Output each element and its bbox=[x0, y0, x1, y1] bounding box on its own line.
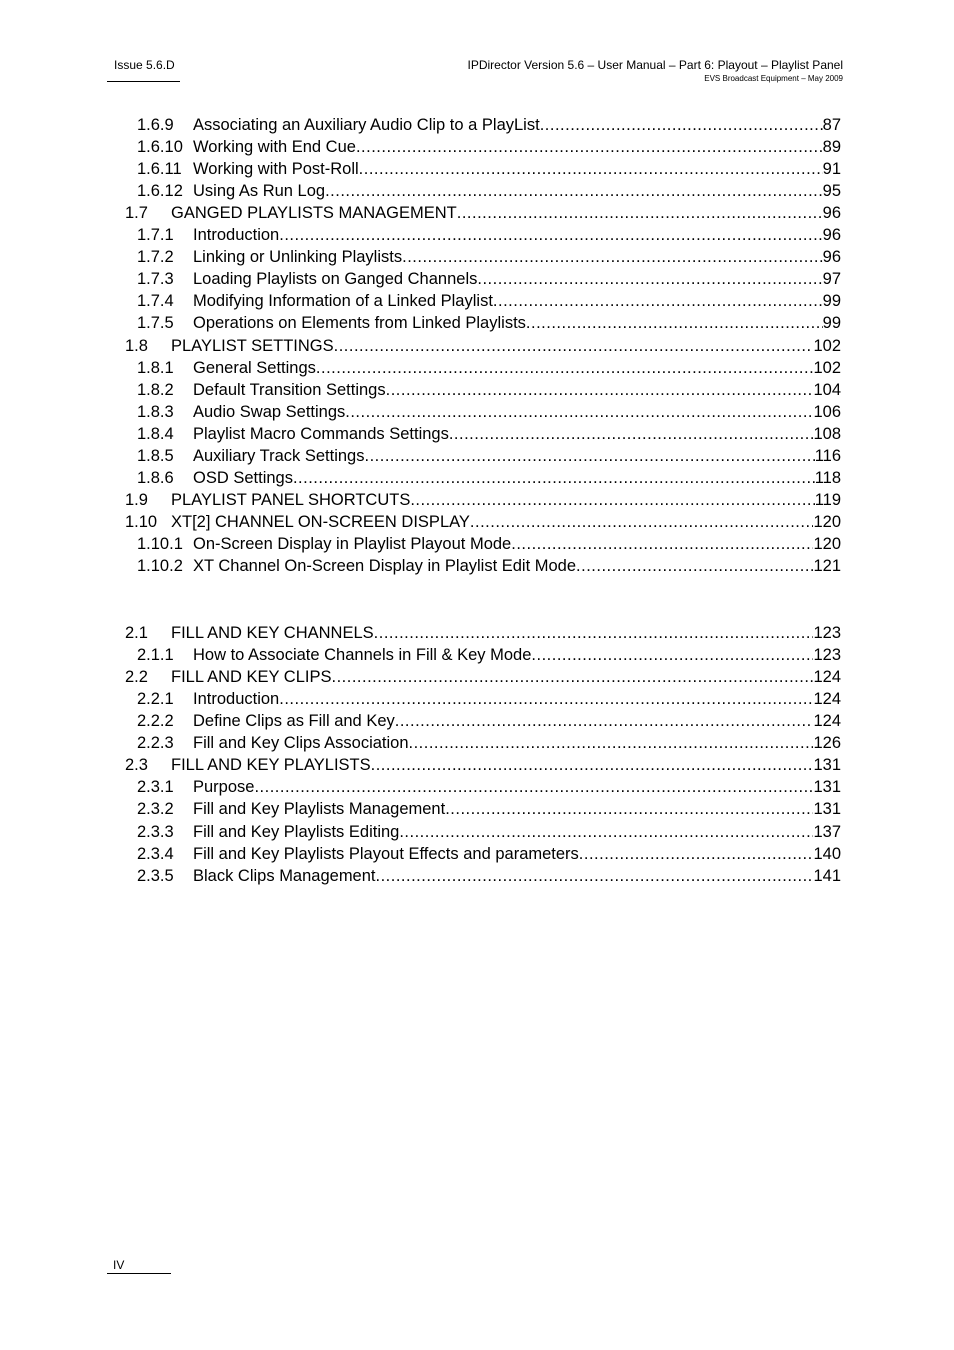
toc-entry[interactable] bbox=[137, 467, 841, 489]
toc-entry[interactable] bbox=[137, 555, 841, 577]
toc-title: GANGED PLAYLISTS MANAGEMENT bbox=[171, 204, 457, 223]
toc-number: 1.10 bbox=[125, 512, 158, 531]
toc-page-number: 124 bbox=[813, 690, 841, 709]
toc-leader-dots bbox=[526, 312, 823, 334]
toc-entry[interactable] bbox=[125, 666, 841, 688]
toc-page-number: 96 bbox=[822, 248, 841, 267]
toc-number: 1.8 bbox=[125, 336, 148, 355]
toc-title: On-Screen Display in Playlist Playout Mode bbox=[193, 534, 512, 553]
toc-page-number: 116 bbox=[814, 446, 841, 465]
toc-title: Black Clips Management bbox=[193, 866, 376, 885]
toc-leader-dots bbox=[364, 445, 814, 467]
toc-leader-dots bbox=[576, 555, 813, 577]
toc-title: OSD Settings bbox=[193, 468, 293, 487]
toc-entry[interactable] bbox=[125, 202, 841, 224]
toc-title: Associating an Auxiliary Audio Clip to a PlayList bbox=[193, 116, 540, 134]
toc-entry[interactable] bbox=[137, 357, 841, 379]
toc-entry[interactable] bbox=[137, 136, 841, 158]
toc-page-number: 97 bbox=[822, 270, 841, 289]
toc-number: 1.8.2 bbox=[137, 380, 174, 399]
toc-entry[interactable] bbox=[125, 489, 841, 511]
toc-page-number: 131 bbox=[813, 800, 841, 819]
toc-title: Introduction bbox=[193, 690, 280, 709]
toc-entry[interactable] bbox=[137, 445, 841, 467]
toc-leader-dots bbox=[374, 622, 814, 644]
toc-page-number: 106 bbox=[813, 402, 841, 421]
toc-leader-dots bbox=[395, 710, 814, 732]
toc-number: 1.7.5 bbox=[137, 314, 174, 333]
toc-page-number: 120 bbox=[813, 512, 841, 531]
toc-number: 2.3.4 bbox=[137, 844, 174, 863]
toc-page-number: 95 bbox=[822, 182, 841, 201]
toc-title: Fill and Key Playlists Playout Effects and parameters bbox=[193, 844, 579, 863]
toc-entry[interactable] bbox=[137, 865, 841, 887]
toc-number: 2.3.5 bbox=[137, 866, 174, 885]
toc-title: PLAYLIST SETTINGS bbox=[171, 336, 334, 355]
toc-number: 2.2.2 bbox=[137, 712, 174, 731]
toc-entry[interactable] bbox=[137, 821, 841, 843]
issue-label: Issue 5.6.D bbox=[114, 58, 175, 72]
toc-entry[interactable] bbox=[125, 622, 841, 644]
toc-page-number: 123 bbox=[813, 624, 841, 643]
toc-entry[interactable] bbox=[125, 511, 841, 533]
toc-leader-dots bbox=[399, 821, 813, 843]
toc-page-number: 87 bbox=[822, 116, 841, 134]
toc-title: Audio Swap Settings bbox=[193, 402, 346, 421]
toc-page-number: 102 bbox=[813, 336, 841, 355]
toc-title: Auxiliary Track Settings bbox=[193, 446, 365, 465]
toc-leader-dots bbox=[359, 158, 823, 180]
toc-entry[interactable] bbox=[137, 843, 841, 865]
toc-entry[interactable] bbox=[137, 290, 841, 312]
toc-title: Define Clips as Fill and Key bbox=[193, 712, 395, 731]
toc-leader-dots bbox=[279, 688, 813, 710]
toc-entry[interactable] bbox=[137, 379, 841, 401]
toc-leader-dots bbox=[410, 489, 814, 511]
toc-leader-dots bbox=[445, 798, 813, 820]
toc-number: 1.7.4 bbox=[137, 292, 174, 311]
toc-title: Working with End Cue bbox=[193, 138, 356, 157]
toc-page-number: 99 bbox=[822, 314, 841, 333]
toc-number: 1.8.3 bbox=[137, 402, 174, 421]
header-divider bbox=[107, 81, 180, 82]
toc-leader-dots bbox=[409, 732, 814, 754]
toc-title: Default Transition Settings bbox=[193, 380, 386, 399]
toc-page-number: 124 bbox=[813, 712, 841, 731]
toc-leader-dots bbox=[345, 401, 813, 423]
toc-leader-dots bbox=[477, 268, 822, 290]
toc-title: Fill and Key Playlists Management bbox=[193, 800, 446, 819]
toc-number: 2.1.1 bbox=[137, 646, 174, 665]
toc-leader-dots bbox=[371, 754, 814, 776]
toc-title: Linking or Unlinking Playlists bbox=[193, 248, 403, 267]
toc-number: 2.1 bbox=[125, 624, 148, 643]
toc-number: 1.8.4 bbox=[137, 424, 174, 443]
toc-number: 1.9 bbox=[125, 490, 148, 509]
toc-title: Playlist Macro Commands Settings bbox=[193, 424, 449, 443]
toc-number: 1.6.12 bbox=[137, 182, 183, 201]
page-number: IV bbox=[113, 1258, 125, 1272]
toc-entry[interactable] bbox=[137, 644, 841, 666]
toc-title: Introduction bbox=[193, 226, 280, 245]
document-subtitle: EVS Broadcast Equipment – May 2009 bbox=[704, 74, 843, 83]
toc-page-number: 120 bbox=[813, 534, 841, 553]
toc-entry[interactable] bbox=[137, 732, 841, 754]
toc-title: Purpose bbox=[193, 778, 255, 797]
toc-entry[interactable] bbox=[137, 180, 841, 202]
toc-title: Fill and Key Clips Association bbox=[193, 734, 409, 753]
toc-number: 1.7.2 bbox=[137, 248, 174, 267]
toc-title: FILL AND KEY CHANNELS bbox=[171, 624, 374, 643]
toc-leader-dots bbox=[356, 136, 823, 158]
toc-number: 2.2.1 bbox=[137, 690, 174, 709]
toc-number: 1.6.10 bbox=[137, 138, 183, 157]
toc-entry[interactable] bbox=[137, 158, 841, 180]
toc-page-number: 108 bbox=[813, 424, 841, 443]
toc-leader-dots bbox=[254, 776, 813, 798]
toc-page-number: 131 bbox=[813, 778, 841, 797]
toc-page-number: 96 bbox=[822, 204, 841, 223]
toc-page-number: 104 bbox=[813, 380, 841, 399]
toc-leader-dots bbox=[293, 467, 815, 489]
toc-title: XT[2] CHANNEL ON-SCREEN DISPLAY bbox=[171, 512, 470, 531]
toc-title: PLAYLIST PANEL SHORTCUTS bbox=[171, 490, 411, 509]
toc-leader-dots bbox=[402, 246, 823, 268]
toc-page-number: 102 bbox=[813, 358, 841, 377]
toc-number: 2.3 bbox=[125, 756, 148, 775]
toc-leader-dots bbox=[332, 666, 814, 688]
toc-number: 1.7.3 bbox=[137, 270, 174, 289]
toc-number: 1.7 bbox=[125, 204, 148, 223]
toc-entry[interactable] bbox=[137, 423, 841, 445]
toc-page-number: 119 bbox=[814, 490, 841, 509]
toc-leader-dots bbox=[449, 423, 814, 445]
toc-title: General Settings bbox=[193, 358, 316, 377]
toc-leader-dots bbox=[325, 180, 823, 202]
toc-number: 2.3.2 bbox=[137, 800, 174, 819]
toc-title: Modifying Information of a Linked Playlist bbox=[193, 292, 493, 311]
toc-number: 1.10.2 bbox=[137, 557, 183, 575]
toc-entry[interactable] bbox=[137, 688, 841, 710]
toc-leader-dots bbox=[376, 865, 814, 887]
toc-page-number: 118 bbox=[814, 468, 841, 487]
toc-number: 1.8.6 bbox=[137, 468, 174, 487]
toc-number: 1.10.1 bbox=[137, 534, 183, 553]
toc-title: FILL AND KEY PLAYLISTS bbox=[171, 756, 371, 775]
toc-title: Using As Run Log bbox=[193, 182, 326, 201]
toc-page-number: 131 bbox=[813, 756, 841, 775]
toc-page-number: 96 bbox=[822, 226, 841, 245]
toc-page-number: 137 bbox=[813, 822, 841, 841]
toc-leader-dots bbox=[531, 644, 813, 666]
toc-leader-dots bbox=[334, 335, 814, 357]
toc-entry[interactable] bbox=[137, 312, 841, 334]
toc-leader-dots bbox=[279, 224, 822, 246]
toc-page-number: 124 bbox=[813, 668, 841, 687]
toc-number: 1.7.1 bbox=[137, 226, 174, 245]
toc-leader-dots bbox=[511, 533, 813, 555]
toc-number: 2.2 bbox=[125, 668, 148, 687]
toc-page-number: 140 bbox=[813, 844, 841, 863]
toc-number: 1.6.9 bbox=[137, 116, 174, 134]
toc-title: FILL AND KEY CLIPS bbox=[171, 668, 332, 687]
toc-leader-dots bbox=[493, 290, 823, 312]
toc-number: 1.8.1 bbox=[137, 358, 174, 377]
toc-page-number: 126 bbox=[813, 734, 841, 753]
toc-entry[interactable] bbox=[137, 114, 841, 136]
document-header bbox=[467, 58, 843, 83]
toc-page-number: 89 bbox=[822, 138, 841, 157]
toc-leader-dots bbox=[540, 114, 823, 136]
toc-entry[interactable] bbox=[137, 798, 841, 820]
toc-page-number: 121 bbox=[813, 557, 841, 575]
toc-number: 2.3.3 bbox=[137, 822, 174, 841]
toc-title: Loading Playlists on Ganged Channels bbox=[193, 270, 478, 289]
toc-entry[interactable] bbox=[137, 268, 841, 290]
document-title: IPDirector Version 5.6 – User Manual – Part 6: Playout – Playlist Panel bbox=[467, 58, 843, 72]
toc-entry[interactable] bbox=[137, 246, 841, 268]
toc-entry[interactable] bbox=[137, 401, 841, 423]
toc-entry[interactable] bbox=[137, 710, 841, 732]
toc-title: Working with Post-Roll bbox=[193, 160, 359, 179]
toc-page-number: 141 bbox=[813, 866, 841, 885]
toc-number: 1.8.5 bbox=[137, 446, 174, 465]
toc-leader-dots bbox=[316, 357, 814, 379]
toc-leader-dots bbox=[457, 202, 823, 224]
toc-leader-dots bbox=[579, 843, 814, 865]
toc-title: Operations on Elements from Linked Playlists bbox=[193, 314, 526, 333]
toc-entry[interactable] bbox=[125, 335, 841, 357]
toc-entry[interactable] bbox=[137, 224, 841, 246]
toc-entry[interactable] bbox=[125, 754, 841, 776]
toc-leader-dots bbox=[386, 379, 814, 401]
toc-number: 2.2.3 bbox=[137, 734, 174, 753]
toc-entry[interactable] bbox=[137, 776, 841, 798]
toc-page-number: 91 bbox=[822, 160, 841, 179]
toc-page-number: 99 bbox=[822, 292, 841, 311]
toc-number: 1.6.11 bbox=[137, 160, 182, 179]
toc-title: XT Channel On-Screen Display in Playlist Edit Mode bbox=[193, 557, 577, 575]
toc-leader-dots bbox=[470, 511, 814, 533]
toc-entry[interactable] bbox=[137, 533, 841, 555]
toc-title: Fill and Key Playlists Editing bbox=[193, 822, 400, 841]
footer-divider bbox=[107, 1273, 171, 1274]
toc-page-number: 123 bbox=[813, 646, 841, 665]
toc-number: 2.3.1 bbox=[137, 778, 174, 797]
toc-title: How to Associate Channels in Fill & Key Mode bbox=[193, 646, 532, 665]
